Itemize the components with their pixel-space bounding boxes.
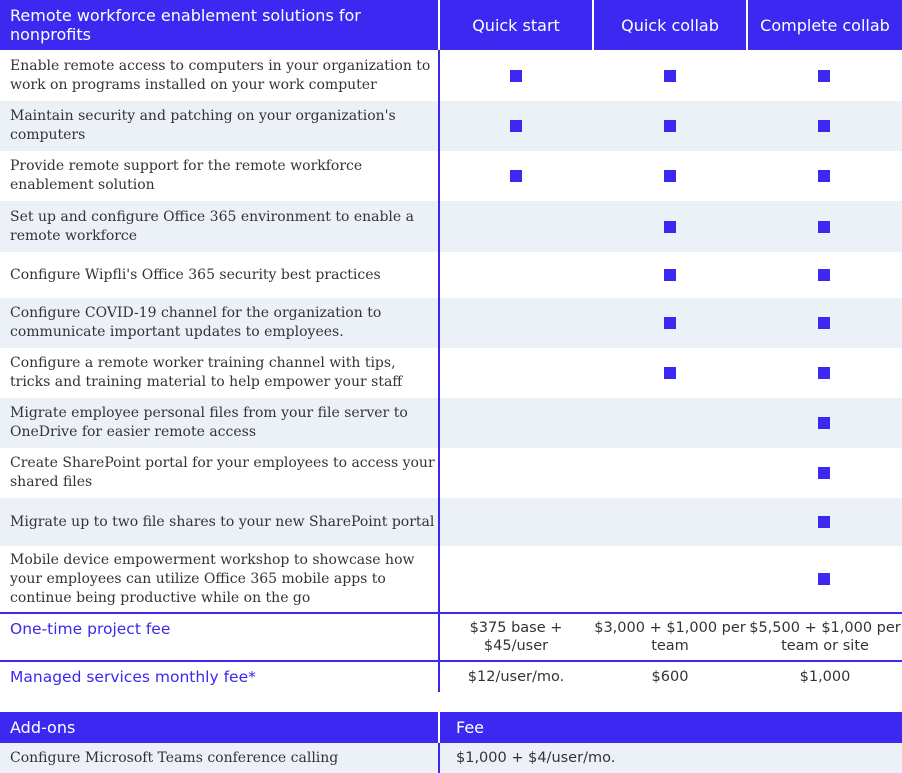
addons-header-divider	[438, 712, 440, 743]
header-quick-collab: Quick collab	[621, 15, 719, 35]
addons-header-fee: Fee	[456, 718, 485, 737]
addon-label: Configure Microsoft Teams conference calling	[10, 750, 339, 766]
monthly-fee-quick-collab: $600	[651, 669, 689, 685]
check-square-icon	[664, 317, 676, 329]
check-square-icon	[664, 170, 676, 182]
feature-label: Set up and configure Office 365 environment to enable a remote workforce	[10, 208, 414, 244]
feature-label: Enable remote access to computers in your organization to work on programs installed on your work computer	[10, 57, 431, 93]
addon-row	[0, 743, 902, 773]
feature-label: Maintain security and patching on your organization's computers	[10, 108, 396, 143]
table-row	[0, 498, 902, 546]
addons-header	[0, 712, 902, 743]
check-square-icon	[818, 317, 830, 329]
one-time-fee-label: One-time project fee	[10, 620, 171, 638]
table-row	[0, 546, 902, 612]
one-time-fee-quick-collab: $3,000 + $1,000 per team	[594, 620, 746, 654]
table-row	[0, 448, 902, 498]
addon-fee: $1,000 + $4/user/mo.	[456, 750, 616, 766]
table-header	[0, 0, 902, 50]
table-row	[0, 101, 902, 151]
header-divider	[746, 0, 748, 50]
check-square-icon	[818, 516, 830, 528]
feature-label: Migrate employee personal files from your file server to OneDrive for easier remote access	[10, 405, 408, 440]
check-square-icon	[510, 120, 522, 132]
check-square-icon	[818, 573, 830, 585]
monthly-fee-quick-start: $12/user/mo.	[467, 669, 565, 685]
table-row	[0, 50, 902, 101]
feature-label: Configure COVID-19 channel for the organization to communicate important updates to employees.	[10, 305, 382, 340]
check-square-icon	[664, 367, 676, 379]
check-square-icon	[510, 170, 522, 182]
check-square-icon	[818, 467, 830, 479]
check-square-icon	[818, 367, 830, 379]
header-divider	[592, 0, 594, 50]
check-square-icon	[664, 120, 676, 132]
check-square-icon	[664, 221, 676, 233]
addons-header-label: Add-ons	[10, 718, 76, 737]
one-time-fee-complete-collab: $5,500 + $1,000 per team or site	[749, 620, 901, 654]
check-square-icon	[818, 120, 830, 132]
feature-label: Create SharePoint portal for your employees to access your shared files	[10, 455, 435, 490]
header-divider	[438, 0, 440, 50]
table-row	[0, 252, 902, 298]
table-row	[0, 348, 902, 398]
check-square-icon	[664, 269, 676, 281]
header-title: Remote workforce enablement solutions for nonprofits	[10, 6, 361, 44]
monthly-fee-label: Managed services monthly fee*	[10, 668, 256, 686]
feature-label: Migrate up to two file shares to your new SharePoint portal	[10, 513, 435, 530]
table-row	[0, 298, 902, 348]
check-square-icon	[818, 170, 830, 182]
monthly-fee-complete-collab: $1,000	[799, 669, 851, 685]
column-divider	[438, 50, 440, 692]
header-quick-start: Quick start	[472, 15, 560, 35]
check-square-icon	[818, 221, 830, 233]
check-square-icon	[510, 70, 522, 82]
table-row	[0, 151, 902, 201]
check-square-icon	[664, 70, 676, 82]
table-row	[0, 398, 902, 448]
feature-label: Provide remote support for the remote workforce enablement solution	[10, 158, 363, 193]
feature-label: Configure a remote worker training channel with tips, tricks and training material to help empower your staff	[10, 355, 403, 390]
header-complete-collab: Complete collab	[760, 15, 890, 35]
one-time-fee-quick-start: $375 base + $45/user	[469, 620, 563, 654]
check-square-icon	[818, 269, 830, 281]
addon-divider	[438, 743, 440, 773]
feature-label: Mobile device empowerment workshop to showcase how your employees can utilize Office 365 mobile apps to continue being productive while on the go	[10, 551, 415, 606]
check-square-icon	[818, 417, 830, 429]
check-square-icon	[818, 70, 830, 82]
feature-label: Configure Wipfli's Office 365 security best practices	[10, 266, 381, 283]
table-row	[0, 201, 902, 252]
